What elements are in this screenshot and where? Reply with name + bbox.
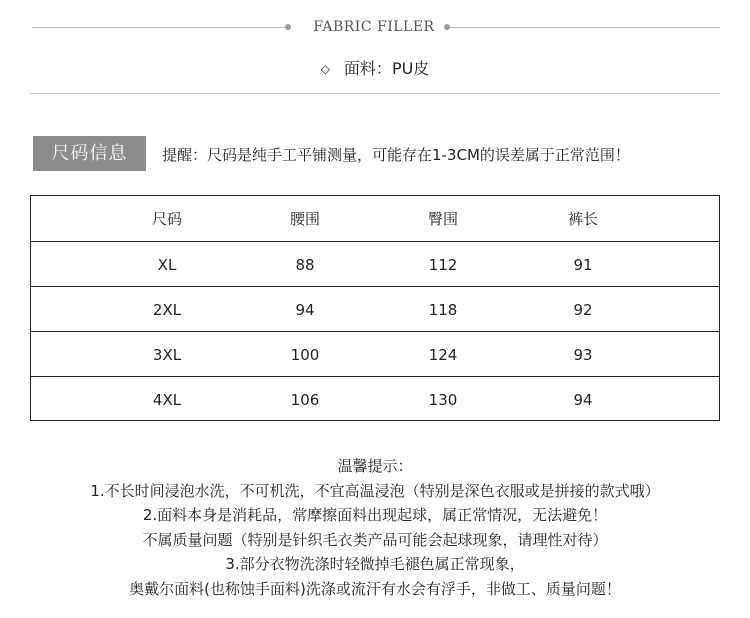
table-cell: 124 <box>428 345 458 364</box>
table-header-cell: 裤长 <box>567 210 598 228</box>
table-cell: 100 <box>290 345 320 364</box>
diamond-icon: ◇ <box>320 62 330 76</box>
header-line-left <box>32 27 286 28</box>
tip-line: 3.部分衣物洗涤时轻微掉毛褪色属正常现象， <box>225 555 525 573</box>
tips-title: 温馨提示： <box>337 457 413 475</box>
table-cell: 94 <box>573 390 593 409</box>
table-cell: XL <box>157 255 177 274</box>
tip-line: 2.面料本身是消耗品，常摩擦面料出现起球，属正常情况，无法避免！ <box>142 506 608 524</box>
fabric-value: PU皮 <box>391 59 430 78</box>
table-header-cell: 臀围 <box>427 210 458 228</box>
table-cell: 94 <box>295 300 315 319</box>
table-row <box>31 331 719 377</box>
table-cell: 88 <box>295 255 315 274</box>
size-table <box>30 195 720 421</box>
divider <box>30 93 720 94</box>
header-dot-left <box>285 24 291 30</box>
table-header-cell: 腰围 <box>289 210 320 228</box>
table-cell: 118 <box>428 300 458 319</box>
tip-line: 不属质量问题（特别是针织毛衣类产品可能会起球现象，请理性对待） <box>142 530 608 549</box>
table-row <box>31 376 719 422</box>
table-cell: 4XL <box>152 390 182 409</box>
size-info-tag: 尺码信息 <box>33 136 146 171</box>
table-cell: 93 <box>573 345 593 364</box>
table-row <box>31 241 719 287</box>
table-cell: 92 <box>573 300 593 319</box>
size-note: 提醒：尺码是纯手工平铺测量，可能存在1-3CM的误差属于正常范围！ <box>162 146 630 164</box>
table-cell: 112 <box>428 255 458 274</box>
care-tips <box>0 454 750 601</box>
table-cell: 106 <box>290 390 320 409</box>
table-header-row <box>31 196 719 241</box>
table-header-cell: 尺码 <box>151 210 182 228</box>
header-line-right <box>450 27 720 28</box>
table-cell: 3XL <box>152 345 182 364</box>
table-row <box>31 286 719 332</box>
fabric-row <box>0 56 750 79</box>
fabric-label: 面料： <box>343 59 392 78</box>
table-cell: 130 <box>428 390 458 409</box>
table-cell: 91 <box>573 255 593 274</box>
table-cell: 2XL <box>152 300 182 319</box>
header-title: FABRIC FILLER <box>313 19 435 35</box>
tip-line: 1.不长时间浸泡水洗，不可机洗，不宜高温浸泡（特别是深色衣服或是拼接的款式哦） <box>90 481 660 500</box>
tip-line: 奥戴尔面料(也称蚀手面料)洗涤或流汗有水会有浮手，非做工、质量问题！ <box>129 579 621 598</box>
